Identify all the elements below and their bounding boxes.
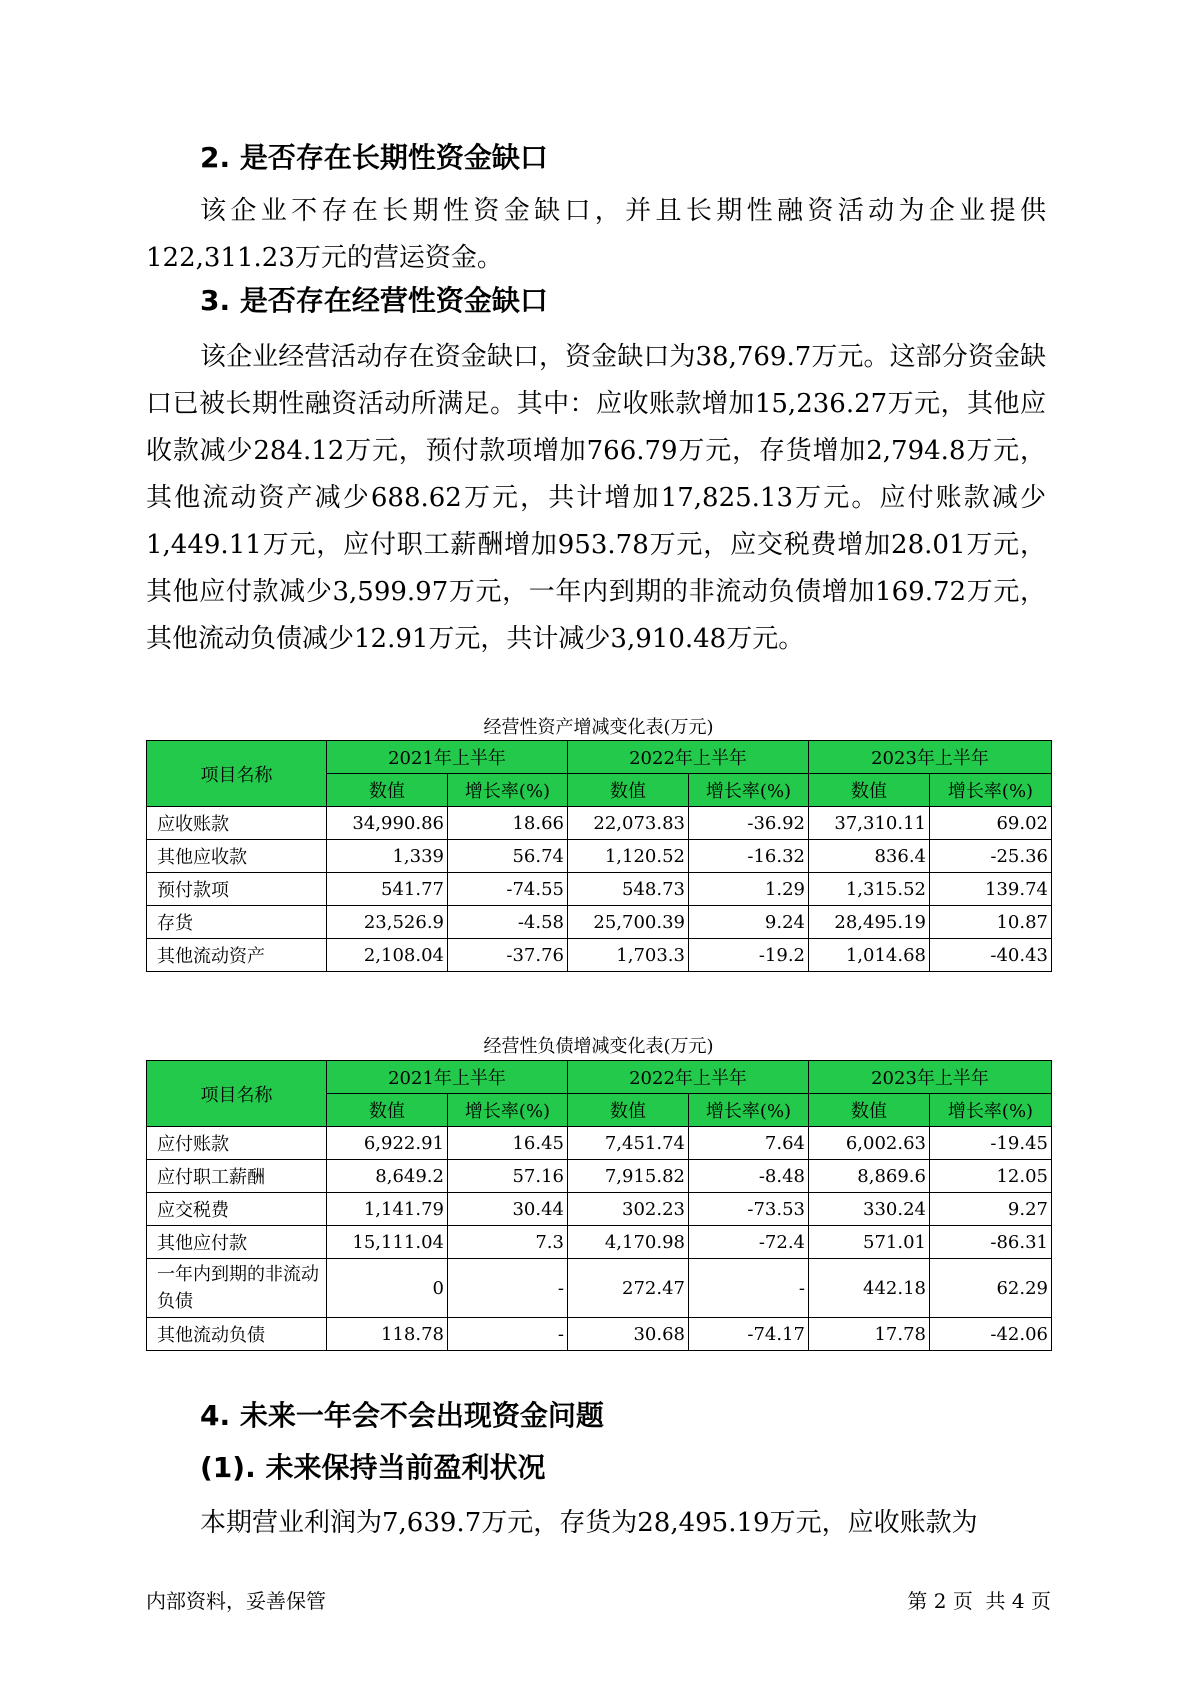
header-rate: 增长率(%) <box>689 774 809 807</box>
table-row <box>147 906 1052 939</box>
cell-value: 836.4 <box>809 840 930 873</box>
cell-rate: 10.87 <box>930 906 1052 939</box>
cell-value: 30.68 <box>568 1318 689 1351</box>
header-item-name: 项目名称 <box>147 741 327 807</box>
cell-rate: -8.48 <box>689 1160 809 1193</box>
cell-rate: 7.3 <box>448 1226 568 1259</box>
cell-rate: -25.36 <box>930 840 1052 873</box>
cell-rate: - <box>689 1259 809 1318</box>
cell-rate: -40.43 <box>930 939 1052 972</box>
cell-value: 541.77 <box>327 873 448 906</box>
cell-value: 0 <box>327 1259 448 1318</box>
cell-value: 15,111.04 <box>327 1226 448 1259</box>
header-value: 数值 <box>809 1094 930 1127</box>
assets-table-caption: 经营性资产增减变化表(万元) <box>483 717 714 738</box>
cell-value: 571.01 <box>809 1226 930 1259</box>
cell-value: 17.78 <box>809 1318 930 1351</box>
row-label: 其他流动资产 <box>147 939 327 972</box>
section-4-heading: 4. 未来一年会不会出现资金问题 <box>200 1399 604 1432</box>
cell-rate: -16.32 <box>689 840 809 873</box>
cell-value: 548.73 <box>568 873 689 906</box>
header-period-2022: 2022年上半年 <box>568 741 809 774</box>
table-row <box>147 939 1052 972</box>
cell-value: 1,315.52 <box>809 873 930 906</box>
cell-rate: -74.55 <box>448 873 568 906</box>
section-4-paragraph: 本期营业利润为7,639.7万元，存货为28,495.19万元，应收账款为 <box>200 1508 978 1538</box>
row-label: 预付款项 <box>147 873 327 906</box>
cell-value: 1,339 <box>327 840 448 873</box>
table-row <box>147 1193 1052 1226</box>
header-period-2023: 2023年上半年 <box>809 741 1052 774</box>
header-period-2022: 2022年上半年 <box>568 1061 809 1094</box>
page-number: 第 2 页 共 4 页 <box>907 1589 1051 1613</box>
footer-note: 内部资料，妥善保管 <box>146 1589 326 1613</box>
liabilities-table-caption: 经营性负债增减变化表(万元) <box>483 1036 714 1057</box>
cell-value: 22,073.83 <box>568 807 689 840</box>
header-value: 数值 <box>327 774 448 807</box>
cell-value: 442.18 <box>809 1259 930 1318</box>
cell-rate: -4.58 <box>448 906 568 939</box>
cell-rate: 7.64 <box>689 1127 809 1160</box>
cell-rate: 1.29 <box>689 873 809 906</box>
cell-value: 1,703.3 <box>568 939 689 972</box>
header-rate: 增长率(%) <box>448 774 568 807</box>
cell-value: 7,451.74 <box>568 1127 689 1160</box>
table-row <box>147 1160 1052 1193</box>
header-item-name: 项目名称 <box>147 1061 327 1127</box>
table-row <box>147 807 1052 840</box>
cell-rate: 9.27 <box>930 1193 1052 1226</box>
cell-rate: -19.45 <box>930 1127 1052 1160</box>
row-label: 应付职工薪酬 <box>147 1160 327 1193</box>
cell-rate: -86.31 <box>930 1226 1052 1259</box>
table-row <box>147 1259 1052 1318</box>
section-2-paragraph: 该企业不存在长期性资金缺口，并且长期性融资活动为企业提供122,311.23万元的营运资金。 <box>146 196 1046 273</box>
cell-value: 23,526.9 <box>327 906 448 939</box>
header-period-2021: 2021年上半年 <box>327 741 568 774</box>
header-value: 数值 <box>568 774 689 807</box>
cell-value: 37,310.11 <box>809 807 930 840</box>
header-value: 数值 <box>568 1094 689 1127</box>
cell-rate: -72.4 <box>689 1226 809 1259</box>
cell-rate: 139.74 <box>930 873 1052 906</box>
row-label: 其他应收款 <box>147 840 327 873</box>
cell-value: 1,014.68 <box>809 939 930 972</box>
cell-rate: 18.66 <box>448 807 568 840</box>
cell-rate: 69.02 <box>930 807 1052 840</box>
section-3-heading: 3. 是否存在经营性资金缺口 <box>200 284 548 317</box>
assets-table <box>146 740 1052 972</box>
cell-value: 25,700.39 <box>568 906 689 939</box>
cell-value: 1,141.79 <box>327 1193 448 1226</box>
cell-value: 28,495.19 <box>809 906 930 939</box>
header-rate: 增长率(%) <box>930 774 1052 807</box>
cell-rate: 57.16 <box>448 1160 568 1193</box>
cell-rate: 30.44 <box>448 1193 568 1226</box>
cell-value: 4,170.98 <box>568 1226 689 1259</box>
row-label: 一年内到期的非流动负债 <box>147 1259 327 1318</box>
table-row <box>147 873 1052 906</box>
liabilities-table <box>146 1060 1052 1351</box>
cell-value: 34,990.86 <box>327 807 448 840</box>
cell-rate: -36.92 <box>689 807 809 840</box>
cell-value: 118.78 <box>327 1318 448 1351</box>
row-label: 应付账款 <box>147 1127 327 1160</box>
header-period-2021: 2021年上半年 <box>327 1061 568 1094</box>
row-label: 应交税费 <box>147 1193 327 1226</box>
table-row <box>147 1318 1052 1351</box>
header-period-2023: 2023年上半年 <box>809 1061 1052 1094</box>
cell-value: 6,002.63 <box>809 1127 930 1160</box>
table-row <box>147 1127 1052 1160</box>
cell-rate: -37.76 <box>448 939 568 972</box>
cell-rate: -19.2 <box>689 939 809 972</box>
cell-rate: -74.17 <box>689 1318 809 1351</box>
section-2-heading: 2. 是否存在长期性资金缺口 <box>200 141 548 174</box>
cell-value: 1,120.52 <box>568 840 689 873</box>
cell-value: 8,649.2 <box>327 1160 448 1193</box>
cell-rate: -73.53 <box>689 1193 809 1226</box>
cell-value: 6,922.91 <box>327 1127 448 1160</box>
cell-rate: 16.45 <box>448 1127 568 1160</box>
cell-value: 272.47 <box>568 1259 689 1318</box>
header-rate: 增长率(%) <box>930 1094 1052 1127</box>
table-row <box>147 1226 1052 1259</box>
cell-value: 7,915.82 <box>568 1160 689 1193</box>
cell-rate: 56.74 <box>448 840 568 873</box>
cell-value: 8,869.6 <box>809 1160 930 1193</box>
table-row <box>147 840 1052 873</box>
row-label: 应收账款 <box>147 807 327 840</box>
row-label: 其他流动负债 <box>147 1318 327 1351</box>
row-label: 其他应付款 <box>147 1226 327 1259</box>
cell-rate: - <box>448 1259 568 1318</box>
cell-rate: 62.29 <box>930 1259 1052 1318</box>
cell-rate: 12.05 <box>930 1160 1052 1193</box>
header-rate: 增长率(%) <box>448 1094 568 1127</box>
cell-value: 2,108.04 <box>327 939 448 972</box>
cell-rate: - <box>448 1318 568 1351</box>
cell-rate: 9.24 <box>689 906 809 939</box>
section-4-1-heading: (1). 未来保持当前盈利状况 <box>200 1451 546 1484</box>
header-rate: 增长率(%) <box>689 1094 809 1127</box>
cell-value: 330.24 <box>809 1193 930 1226</box>
section-3-paragraph: 该企业经营活动存在资金缺口，资金缺口为38,769.7万元。这部分资金缺口已被长期性融资活动所满足。其中：应收账款增加15,236.27万元，其他应收款减少284.12万元，预付款项增加766.79万元，存货增加2,794.8万元，其他流动资产减少688.62万元，共计增加17,825.13万元。应付账款减少1,449.11万元，应付职工薪酬增加953.78万元，应交税费增加28.01万元，其他应付款减少3,599.97万元，一年内到期的非流动负债增加169.72万元，其他流动负债减少12.91万元，共计减少3,910.48万元。 <box>146 342 1046 654</box>
row-label: 存货 <box>147 906 327 939</box>
header-value: 数值 <box>327 1094 448 1127</box>
header-value: 数值 <box>809 774 930 807</box>
cell-rate: -42.06 <box>930 1318 1052 1351</box>
cell-value: 302.23 <box>568 1193 689 1226</box>
